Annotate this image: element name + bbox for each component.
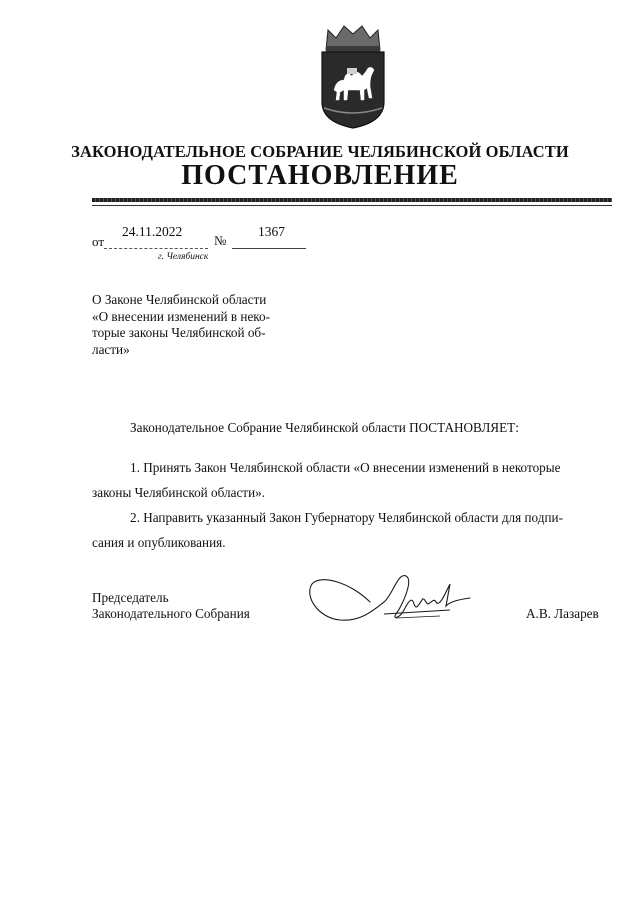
- chelyabinsk-coat-of-arms-icon: [314, 22, 392, 132]
- subject-line: ласти»: [92, 341, 130, 357]
- number-underline: [232, 248, 306, 249]
- document-number: 1367: [258, 224, 285, 239]
- subject-line: О Законе Челябинской области: [92, 292, 267, 307]
- date-underline: [104, 248, 208, 249]
- preamble: Законодательное Собрание Челябинской области ПОСТАНОВЛЯЕТ:: [130, 420, 519, 435]
- document-subject: [92, 292, 292, 358]
- organization-title: ЗАКОНОДАТЕЛЬНОЕ СОБРАНИЕ ЧЕЛЯБИНСКОЙ ОБЛАСТИ: [71, 142, 569, 161]
- signer-name: А.В. Лазарев: [526, 606, 599, 621]
- city-label: г. Челябинск: [158, 252, 209, 262]
- subject-line: торые законы Челябинской об-: [92, 325, 266, 340]
- subject-line: «О внесении изменений в неко-: [92, 308, 271, 324]
- date-label: от: [92, 234, 105, 249]
- document-type-title: ПОСТАНОВЛЕНИЕ: [181, 160, 459, 191]
- item-1-line-2: законы Челябинской области».: [92, 485, 266, 500]
- header-divider-thick: [92, 198, 612, 202]
- item-2-line-2: сания и опубликования.: [92, 535, 226, 550]
- signer-position: [92, 590, 250, 622]
- signer-position-line: Законодательного Собрания: [92, 606, 250, 621]
- item-2-line-1: 2. Направить указанный Закон Губернатору Челябинской области для подпи-: [130, 510, 563, 525]
- item-1-line-1: 1. Принять Закон Челябинской области «О внесении изменений в некоторые: [130, 460, 561, 475]
- number-label: №: [214, 233, 227, 248]
- document-date: 24.11.2022: [122, 224, 183, 239]
- header-divider-thin: [92, 205, 612, 206]
- signer-position-line: Председатель: [92, 590, 169, 605]
- handwritten-signature: [300, 562, 480, 632]
